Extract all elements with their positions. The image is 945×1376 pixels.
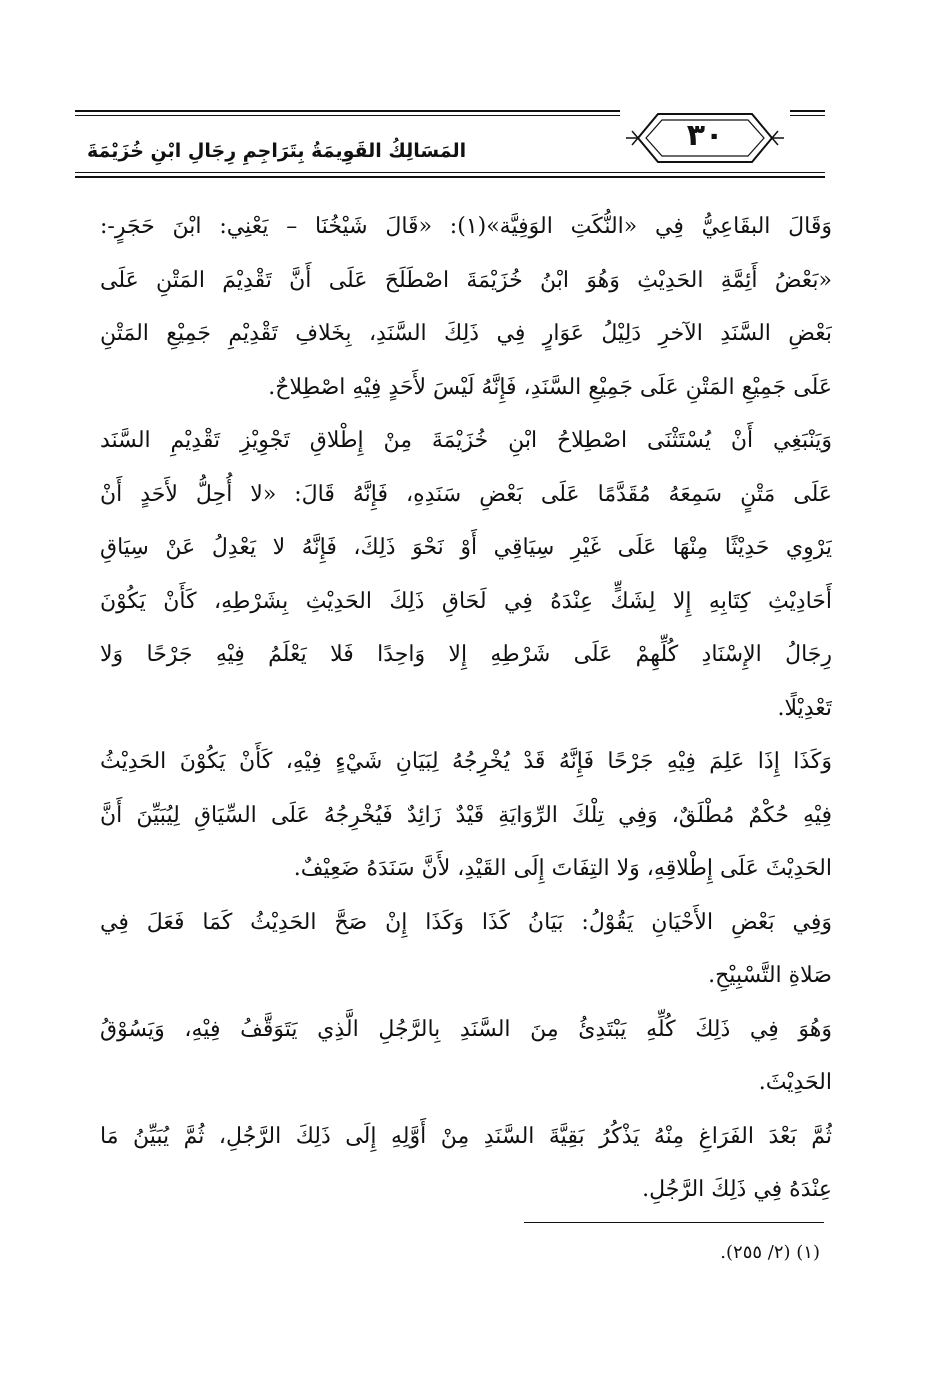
text-line: وَفِي بَعْضِ الأَحْيَانِ يَقُوْلُ: بَيَانُ كَذَا وَكَذَا إِنْ صَحَّ الحَدِيْثُ كَمَا فَعَلَ فِي bbox=[100, 909, 832, 935]
footnote: (١) (٢/ ٢٥٥). bbox=[720, 1242, 820, 1263]
text-line: الحَدِيْثَ. bbox=[758, 1070, 832, 1095]
text-line: وَكَذَا إِذَا عَلِمَ فِيْهِ جَرْحًا فَإِنَّهُ قَدْ يُخْرِجُهُ لِبَيَانِ شَيْءٍ فِيْهِ، كَأَنْ يَكُوْنَ الحَدِيْثُ bbox=[100, 749, 832, 774]
text-line: أَحَادِيْثِ كِتَابِهِ إِلا لِشَكٍّ عِنْدَهُ فِي لَحَاقِ ذَلِكَ الحَدِيْثِ بِشَرْطِهِ، كَأَنْ يَكُوْنَ bbox=[100, 588, 832, 614]
text-line: ثُمَّ بَعْدَ الفَرَاغِ مِنْهُ يَذْكُرُ بَقِيَّةَ السَّنَدِ مِنْ أَوَّلِهِ إِلَى ذَلِكَ الرَّجُلِ، ثُمَّ يُبَيِّنُ مَا bbox=[100, 1123, 832, 1149]
footnote-divider bbox=[524, 1222, 824, 1223]
book-title: المَسَالِكُ القَوِيمَةُ بِتَرَاجِمِ رِجَالِ ابْنِ خُزَيْمَةَ bbox=[87, 140, 467, 162]
page-number: ٣٠ bbox=[686, 118, 724, 153]
text-line: عَلَى مَتْنٍ سَمِعَهُ مُقَدَّمًا عَلَى بَعْضِ سَنَدِهِ، فَإِنَّهُ قَالَ: «لا أُحِلُّ لأَحَدٍ أَنْ bbox=[100, 481, 832, 507]
text-line: فِيْهِ حُكْمٌ مُطْلَقٌ، وَفِي تِلْكَ الرِّوَايَةِ قَيْدٌ زَائِدٌ فَيُخْرِجُهُ عَلَى السِّيَاقِ لِيُبَيِّنَ أَنَّ bbox=[100, 802, 832, 828]
text-line: وَهُوَ فِي ذَلِكَ كُلِّهِ يَبْتَدِئُ مِنَ السَّنَدِ بِالرَّجُلِ الَّذِي يَتَوَقَّفُ فِيْهِ، وَيَسُوْقُ bbox=[100, 1016, 832, 1042]
running-header bbox=[75, 100, 825, 190]
text-line: بَعْضِ السَّنَدِ الآخرِ دَلِيْلُ عَوَارٍ فِي ذَلِكَ السَّنَدِ، بِخَلافِ تَقْدِيْمِ جَمِيْعِ المَتْنِ bbox=[100, 321, 832, 346]
main-text bbox=[100, 200, 832, 1217]
page-number-badge bbox=[620, 100, 790, 174]
text-line: وَيَنْبَغِي أَنْ يُسْتَثْنَى اصْطِلاحُ ابْنِ خُزَيْمَةَ مِنْ إِطْلاقِ تَجْوِيْزِ تَقْدِيْمِ السَّنَد bbox=[100, 428, 832, 453]
text-line: عَلَى جَمِيْعِ المَتْنِ عَلَى جَمِيْعِ السَّنَدِ، فَإِنَّهُ لَيْسَ لأَحَدٍ فِيْهِ اصْطِلاحٌ. bbox=[268, 374, 832, 400]
text-line: يَرْوِي حَدِيْثًا مِنْهَا عَلَى غَيْرِ سِيَاقِي أَوْ نَحْوَ ذَلِكَ، فَإِنَّهُ لا يَعْدِلُ عَنْ سِيَاقِ bbox=[100, 535, 832, 560]
text-line: رِجَالُ الإِسْنَادِ كُلِّهِمْ عَلَى شَرْطِهِ إِلا وَاحِدًا فَلا يَعْلَمُ فِيْهِ جَرْحًا وَلا bbox=[100, 642, 832, 667]
text-line: «بَعْضُ أَئِمَّةِ الحَدِيْثِ وَهُوَ ابْنُ خُزَيْمَةَ اصْطَلَحَ عَلَى أَنَّ تَقْدِيْمَ المَتْنِ عَلَى bbox=[100, 267, 832, 293]
text-line: تَعْدِيْلًا. bbox=[777, 695, 832, 721]
text-line: صَلاةِ التَّسْبِيْحِ. bbox=[708, 963, 832, 988]
text-line: وَقَالَ البقَاعِيُّ فِي «النُّكَتِ الوَفِيَّة»(١): «قَالَ شَيْخُنَا – يَعْنِي: ابْنَ حَجَرٍ-: bbox=[100, 214, 832, 239]
text-line: عِنْدَهُ فِي ذَلِكَ الرَّجُلِ. bbox=[642, 1177, 832, 1202]
text-line: الحَدِيْثَ عَلَى إِطْلاقِهِ، وَلا التِفَاتَ إِلَى القَيْدِ، لأَنَّ سَنَدَهُ ضَعِيْفٌ. bbox=[293, 856, 832, 881]
